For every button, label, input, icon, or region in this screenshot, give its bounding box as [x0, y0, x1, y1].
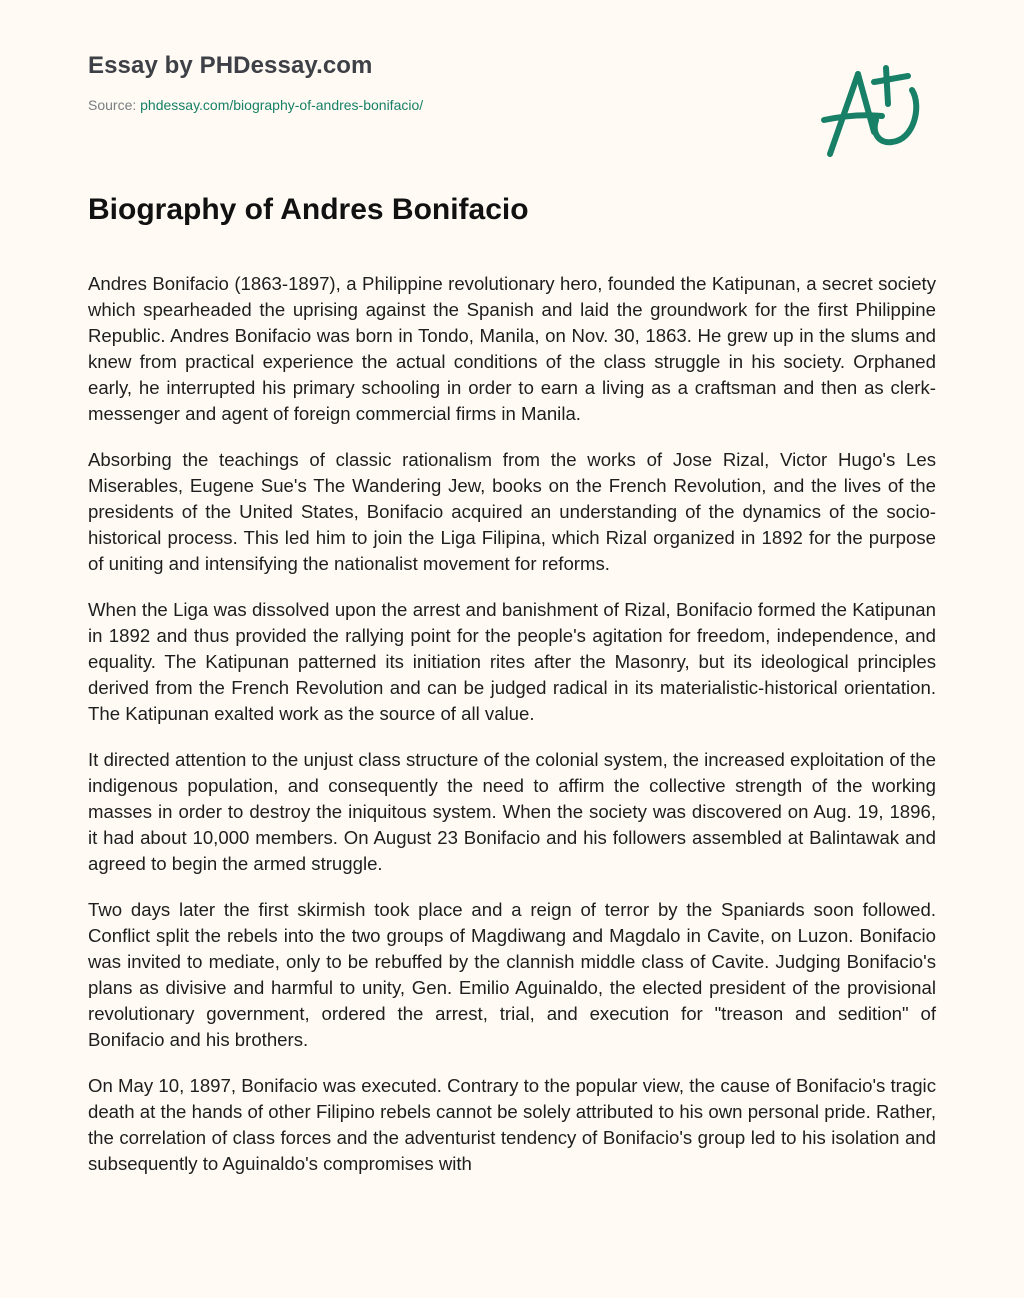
article-body	[88, 271, 936, 1197]
paragraph: Absorbing the teachings of classic rationalism from the works of Jose Rizal, Victor Hugo's Les Miserables, Eugene Sue's The Wandering Jew, books on the French Revolution, and the lives of the presidents of the United States, Bonifacio acquired an understanding of the dynamics of the socio-historical process. This led him to join the Liga Filipina, which Rizal organized in 1892 for the purpose of uniting and intensifying the nationalist movement for reforms.	[88, 449, 936, 574]
source-line	[88, 96, 788, 114]
site-title: Essay by PHDessay.com	[88, 52, 373, 79]
paragraph: It directed attention to the unjust class structure of the colonial system, the increased exploitation of the indigenous population, and consequently the need to affirm the collective strength of the working masses in order to destroy the iniquitous system. When the society was discovered on Aug. 19, 1896, it had about 10,000 members. On August 23 Bonifacio and his followers assembled at Balintawak and agreed to begin the armed struggle.	[88, 749, 936, 874]
paragraph: When the Liga was dissolved upon the arrest and banishment of Rizal, Bonifacio formed the Katipunan in 1892 and thus provided the rallying point for the people's agitation for freedom, independence, and equality. The Katipunan patterned its initiation rites after the Masonry, but its ideological principles derived from the French Revolution and can be judged radical in its materialistic-historical orientation. The Katipunan exalted work as the source of all value.	[88, 599, 936, 724]
source-link[interactable]: phdessay.com/biography-of-andres-bonifacio/	[140, 97, 424, 113]
paragraph: On May 10, 1897, Bonifacio was executed. Contrary to the popular view, the cause of Bonifacio's tragic death at the hands of other Filipino rebels cannot be solely attributed to his own personal pride. Rather, the correlation of class forces and the adventurist tendency of Bonifacio's group led to his isolation and subsequently to Aguinaldo's compromises with	[88, 1075, 936, 1174]
paragraph: Andres Bonifacio (1863-1897), a Philippine revolutionary hero, founded the Katipunan, a secret society which spearheaded the uprising against the Spanish and laid the groundwork for the first Philippine Republic. Andres Bonifacio was born in Tondo, Manila, on Nov. 30, 1863. He grew up in the slums and knew from practical experience the actual conditions of the class struggle in his society. Orphaned early, he interrupted his primary schooling in order to earn a living as a craftsman and then as clerk-messenger and agent of foreign commercial firms in Manila.	[88, 273, 936, 424]
source-label: Source:	[88, 97, 137, 113]
paragraph: Two days later the first skirmish took place and a reign of terror by the Spaniards soon followed. Conflict split the rebels into the two groups of Magdiwang and Magdalo in Cavite, on Luzon. Bonifacio was invited to mediate, only to be rebuffed by the clannish middle class of Cavite. Judging Bonifacio's plans as divisive and harmful to unity, Gen. Emilio Aguinaldo, the elected president of the provisional revolutionary government, ordered the arrest, trial, and execution for "treason and sedition" of Bonifacio and his brothers.	[88, 899, 936, 1050]
page-header	[88, 50, 788, 114]
a-plus-grade-icon	[818, 62, 934, 162]
page-title: Biography of Andres Bonifacio	[88, 193, 529, 226]
